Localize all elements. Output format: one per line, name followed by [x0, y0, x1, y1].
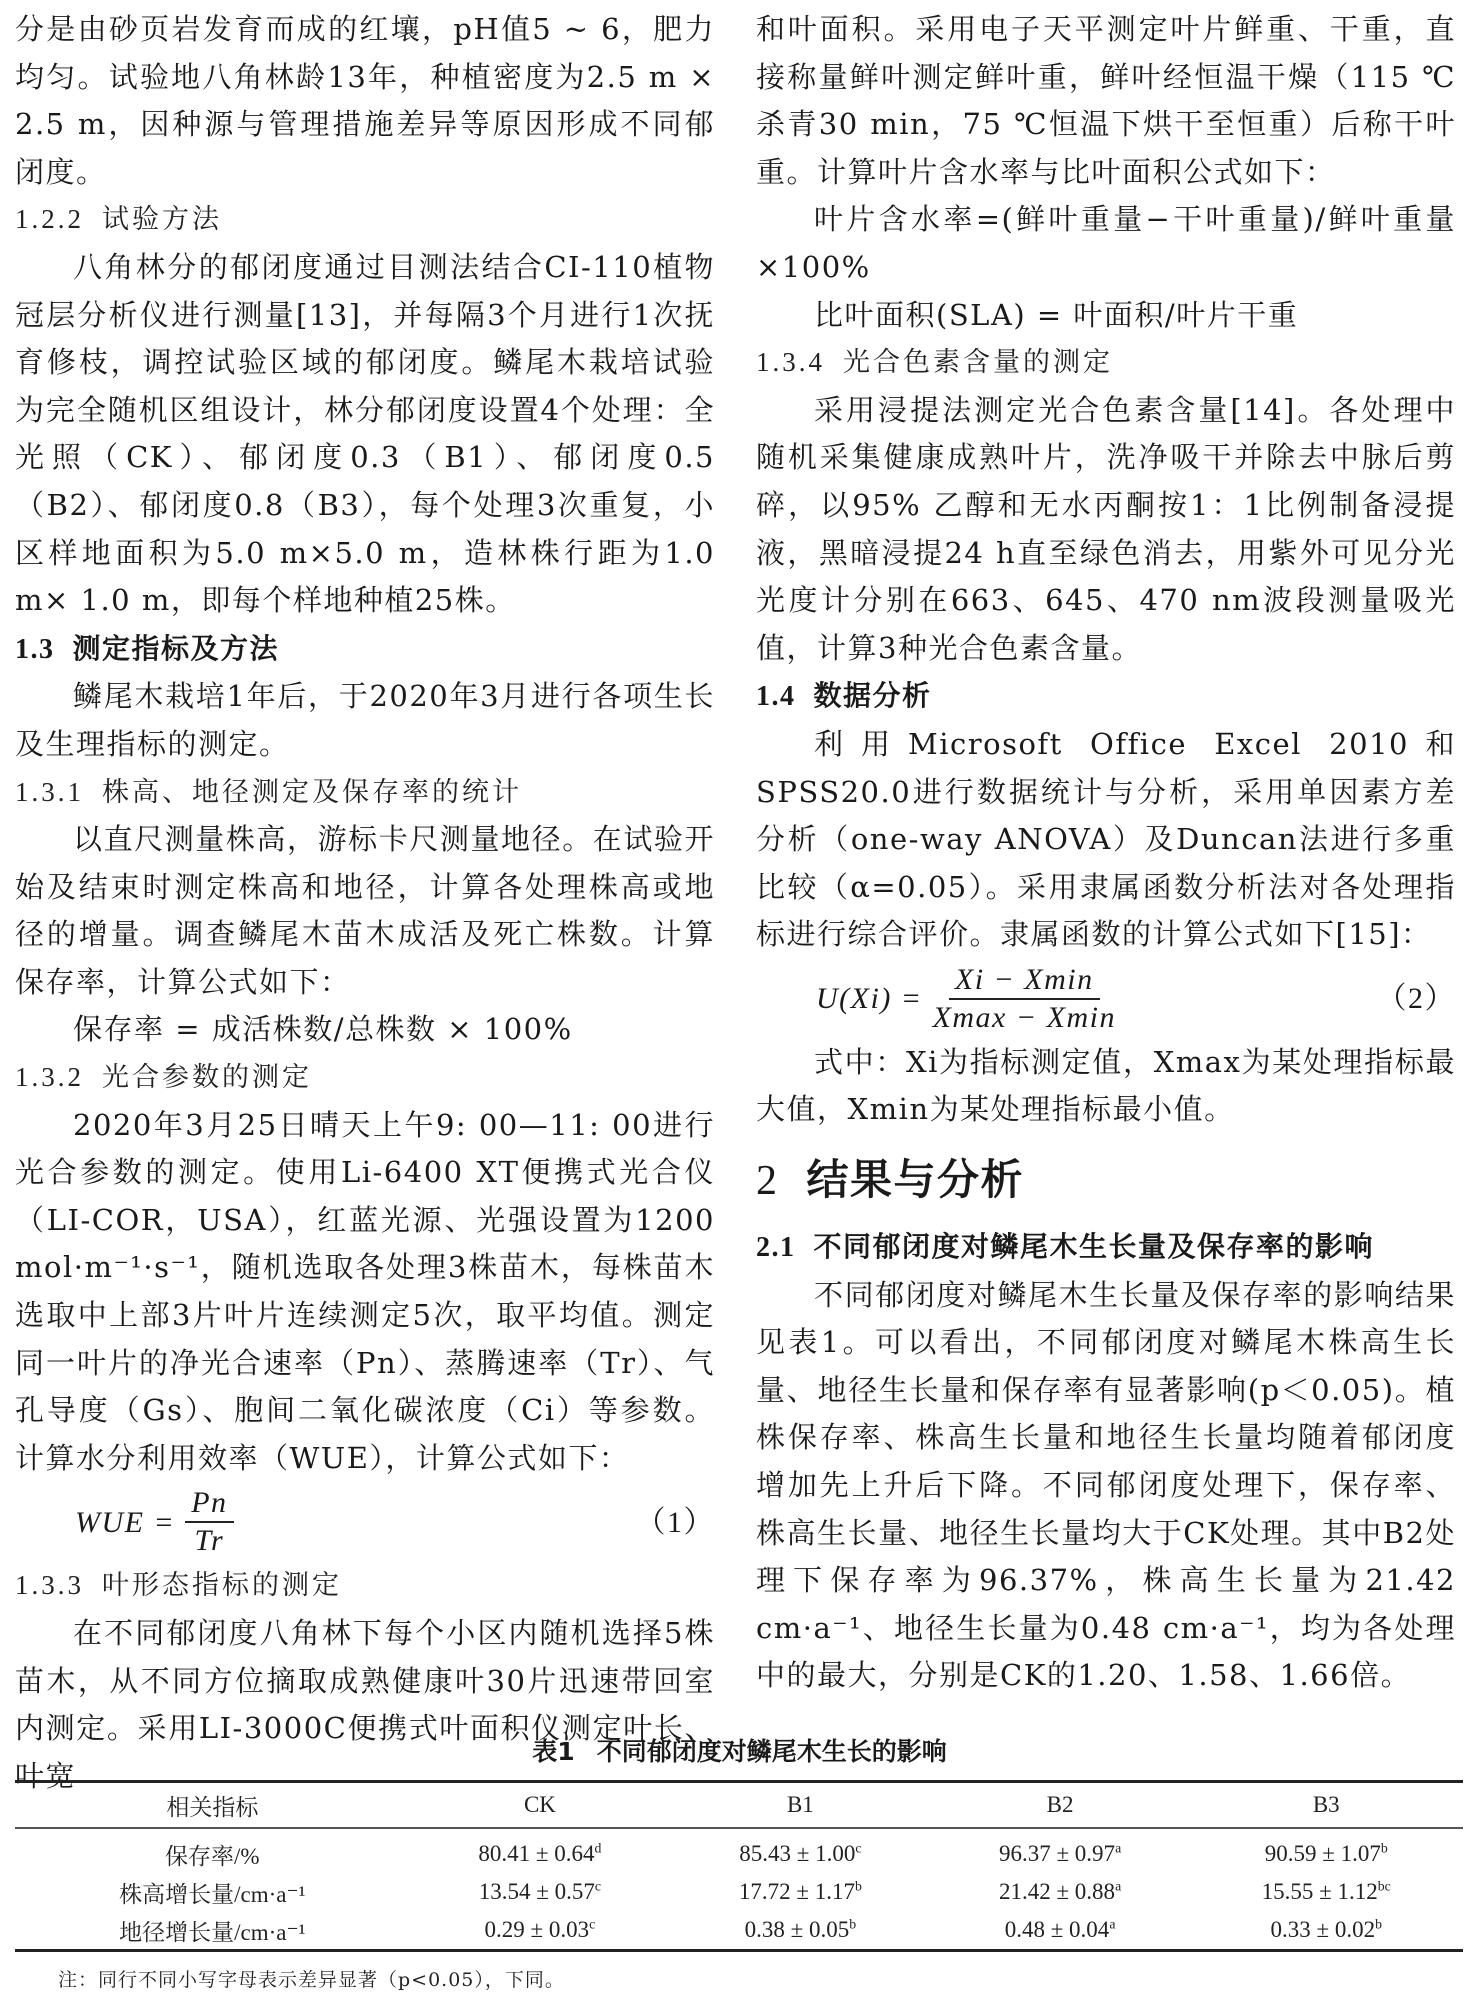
table-cell: [670, 1873, 930, 1911]
cell-value: 80.41 ± 0.64: [478, 1841, 595, 1866]
column-header: CK: [523, 1792, 556, 1817]
table-cell: [1189, 1911, 1463, 1951]
table-row: [15, 1873, 1463, 1911]
paragraph: 分是由砂页岩发育而成的红壤，pH值5 ~ 6，肥力均匀。试验地八角林龄13年，种植密度为2.5 m × 2.5 m，因种源与管理措施差异等原因形成不同郁闭度。: [15, 12, 715, 189]
paragraph: 和叶面积。采用电子天平测定叶片鲜重、干重，直接称量鲜叶测定鲜叶重，鲜叶经恒温干燥（115 ℃杀青30 min，75 ℃恒温下烘干至恒重）后称干叶重。计算叶片含水率与比叶面积公式如下：: [756, 12, 1456, 189]
significance-letter: c: [589, 1916, 596, 1932]
section-heading-2: 2 结果与分析: [756, 1155, 1025, 1205]
table-row: [15, 1911, 1463, 1951]
row-label: 保存率/%: [165, 1843, 260, 1869]
cell-value: 17.72 ± 1.17: [738, 1879, 855, 1904]
section-heading-2-1: 2.1 不同郁闭度对鳞尾木生长量及保存率的影响: [756, 1230, 1375, 1264]
table-row: [15, 1828, 1463, 1873]
significance-letter: b: [1380, 1840, 1388, 1856]
table-note: 注：同行不同小写字母表示差异显著（p<0.05），下同。: [58, 1969, 565, 1991]
paragraph: 2020年3月25日晴天上午9: 00—11: 00进行光合参数的测定。使用Li-6400 XT便携式光合仪（LI-COR，USA），红蓝光源、光强设置为1200 mol·m⁻¹·s⁻¹，随机选取各处理3株苗木，每株苗木选取中上部3片叶片连续测定5次，取平均值。测定同一叶片的净光合速率（Pn）、蒸腾速率（Tr）、气孔导度（Gs）、胞间二氧化碳浓度（Ci）等参数。计算水分利用效率（WUE），计算公式如下：: [15, 1107, 715, 1475]
table-cell: [931, 1828, 1190, 1873]
section-heading-1-4: 1.4 数据分析: [756, 679, 932, 713]
cell-value: 96.37 ± 0.97: [998, 1841, 1116, 1866]
results-table: [15, 1780, 1463, 1952]
cell-value: 90.59 ± 1.07: [1264, 1841, 1381, 1866]
table-cell: [670, 1911, 930, 1951]
table-caption: 表1 不同郁闭度对鳞尾木生长的影响: [532, 1737, 947, 1766]
cell-value: 85.43 ± 1.00: [739, 1841, 856, 1866]
right-column: [756, 6, 1456, 1700]
significance-letter: b: [849, 1916, 857, 1932]
section-heading-1-3-2: 1.3.2 光合参数的测定: [15, 1062, 312, 1094]
significance-letter: bc: [1377, 1878, 1391, 1894]
table-cell: [670, 1828, 930, 1873]
cell-value: 21.42 ± 0.88: [998, 1879, 1116, 1904]
paragraph: 不同郁闭度对鳞尾木生长量及保存率的影响结果见表1。可以看出，不同郁闭度对鳞尾木株高生长量、地径生长量和保存率有显著影响(p＜0.05)。植株保存率、株高生长量和地径生长量均随着郁闭度增加先上升后下降。不同郁闭度处理下，保存率、株高生长量、地径生长量均大于CK处理。其中B2处理下保存率为96.37%，株高生长量为21.42 cm·a⁻¹、地径生长量为0.48 cm·a⁻¹，均为各处理中的最大，分别是CK的1.20、1.58、1.66倍。: [756, 1277, 1456, 1693]
paragraph: 利用Microsoft Office Excel 2010和SPSS20.0进行数据统计与分析，采用单因素方差分析（one-way ANOVA）及Duncan法进行多重比较（α=0.05）。采用隶属函数分析法对各处理指标进行综合评价。隶属函数的计算公式如下[15]：: [756, 726, 1456, 952]
paragraph: 八角林分的郁闭度通过目测法结合CI-110植物冠层分析仪进行测量[13]，并每隔3个月进行1次抚育修枝，调控试验区域的郁闭度。鳞尾木栽培试验为完全随机区组设计，林分郁闭度设置4个处理：全光照（CK）、郁闭度0.3（B1）、郁闭度0.5（B2）、郁闭度0.8（B3），每个处理3次重复，小区样地面积为5.0 m×5.0 m，造林株行距为1.0 m× 1.0 m，即每个样地种植25株。: [15, 249, 715, 618]
cell-value: 0.29 ± 0.03: [484, 1917, 590, 1942]
section-heading-1-3-3: 1.3.3 叶形态指标的测定: [15, 1570, 342, 1602]
significance-letter: a: [1115, 1840, 1122, 1856]
significance-letter: c: [855, 1840, 862, 1856]
survival-formula: 保存率 = 成活株数/总株数 × 100%: [73, 1012, 573, 1047]
paragraph: 在不同郁闭度八角林下每个小区内随机选择5株苗木，从不同方位摘取成熟健康叶30片迅速带回室内测定。采用LI-3000C便携式叶面积仪测定叶长、叶宽: [15, 1616, 715, 1793]
row-label: 株高增长量/cm·a⁻¹: [119, 1881, 306, 1907]
water-content-formula: 叶片含水率=(鲜叶重量−干叶重量)/鲜叶重量×100%: [756, 202, 1456, 284]
significance-letter: d: [594, 1840, 602, 1856]
table-cell: [1189, 1873, 1463, 1911]
column-header: B3: [1312, 1792, 1340, 1817]
section-heading-1-3-1: 1.3.1 株高、地径测定及保存率的统计: [15, 776, 522, 808]
significance-letter: a: [1115, 1878, 1122, 1894]
column-header: B2: [1046, 1792, 1074, 1817]
paragraph: 式中：Xi为指标测定值，Xmax为某处理指标最大值，Xmin为某处理指标最小值。: [756, 1044, 1456, 1127]
section-heading-1-2-2: 1.2.2 试验方法: [15, 204, 222, 236]
column-header: 相关指标: [166, 1794, 259, 1820]
significance-letter: a: [1109, 1916, 1116, 1932]
significance-letter: b: [1375, 1916, 1382, 1932]
table-cell: [931, 1873, 1190, 1911]
membership-formula: U(Xi) = $\frac{Xi - Xmin}{Xmax - Xmin}$ （2）: [816, 962, 1456, 1034]
table-cell: [1189, 1828, 1463, 1873]
paragraph: 鳞尾木栽培1年后，于2020年3月进行各项生长及生理指标的测定。: [15, 679, 715, 761]
section-heading-1-3: 1.3 测定指标及方法: [15, 631, 280, 665]
cell-value: 0.33 ± 0.02: [1270, 1917, 1376, 1942]
table-cell: [410, 1911, 670, 1951]
cell-value: 13.54 ± 0.57: [478, 1879, 595, 1904]
cell-value: 15.55 ± 1.12: [1261, 1879, 1378, 1904]
section-heading-1-3-4: 1.3.4 光合色素含量的测定: [756, 347, 1113, 379]
cell-value: 0.38 ± 0.05: [744, 1917, 850, 1942]
table-cell: [931, 1911, 1190, 1951]
sla-formula: 比叶面积(SLA) = 叶面积/叶片干重: [814, 297, 1299, 332]
paragraph: 以直尺测量株高，游标卡尺测量地径。在试验开始及结束时测定株高和地径，计算各处理株高或地径的增量。调查鳞尾木苗木成活及死亡株数。计算保存率，计算公式如下：: [15, 822, 715, 999]
table-cell: [410, 1828, 670, 1873]
cell-value: 0.48 ± 0.04: [1004, 1917, 1110, 1942]
significance-letter: b: [855, 1878, 862, 1894]
table-cell: [410, 1873, 670, 1911]
wue-formula: WUE = $\frac{Pn}{Tr}$ （1）: [75, 1486, 715, 1558]
table-header-row: [15, 1782, 1463, 1829]
left-column: [15, 6, 715, 1800]
paragraph: 采用浸提法测定光合色素含量[14]。各处理中随机采集健康成熟叶片，洗净吸干并除去中脉后剪碎，以95% 乙醇和无水丙酮按1：1比例制备浸提液，黑暗浸提24 h直至绿色消去，用紫外可见分光光度计分别在663、645、470 nm波段测量吸光值，计算3种光合色素含量。: [756, 392, 1456, 665]
significance-letter: c: [594, 1878, 602, 1894]
column-header: B1: [786, 1792, 814, 1817]
row-label: 地径增长量/cm·a⁻¹: [119, 1919, 306, 1945]
